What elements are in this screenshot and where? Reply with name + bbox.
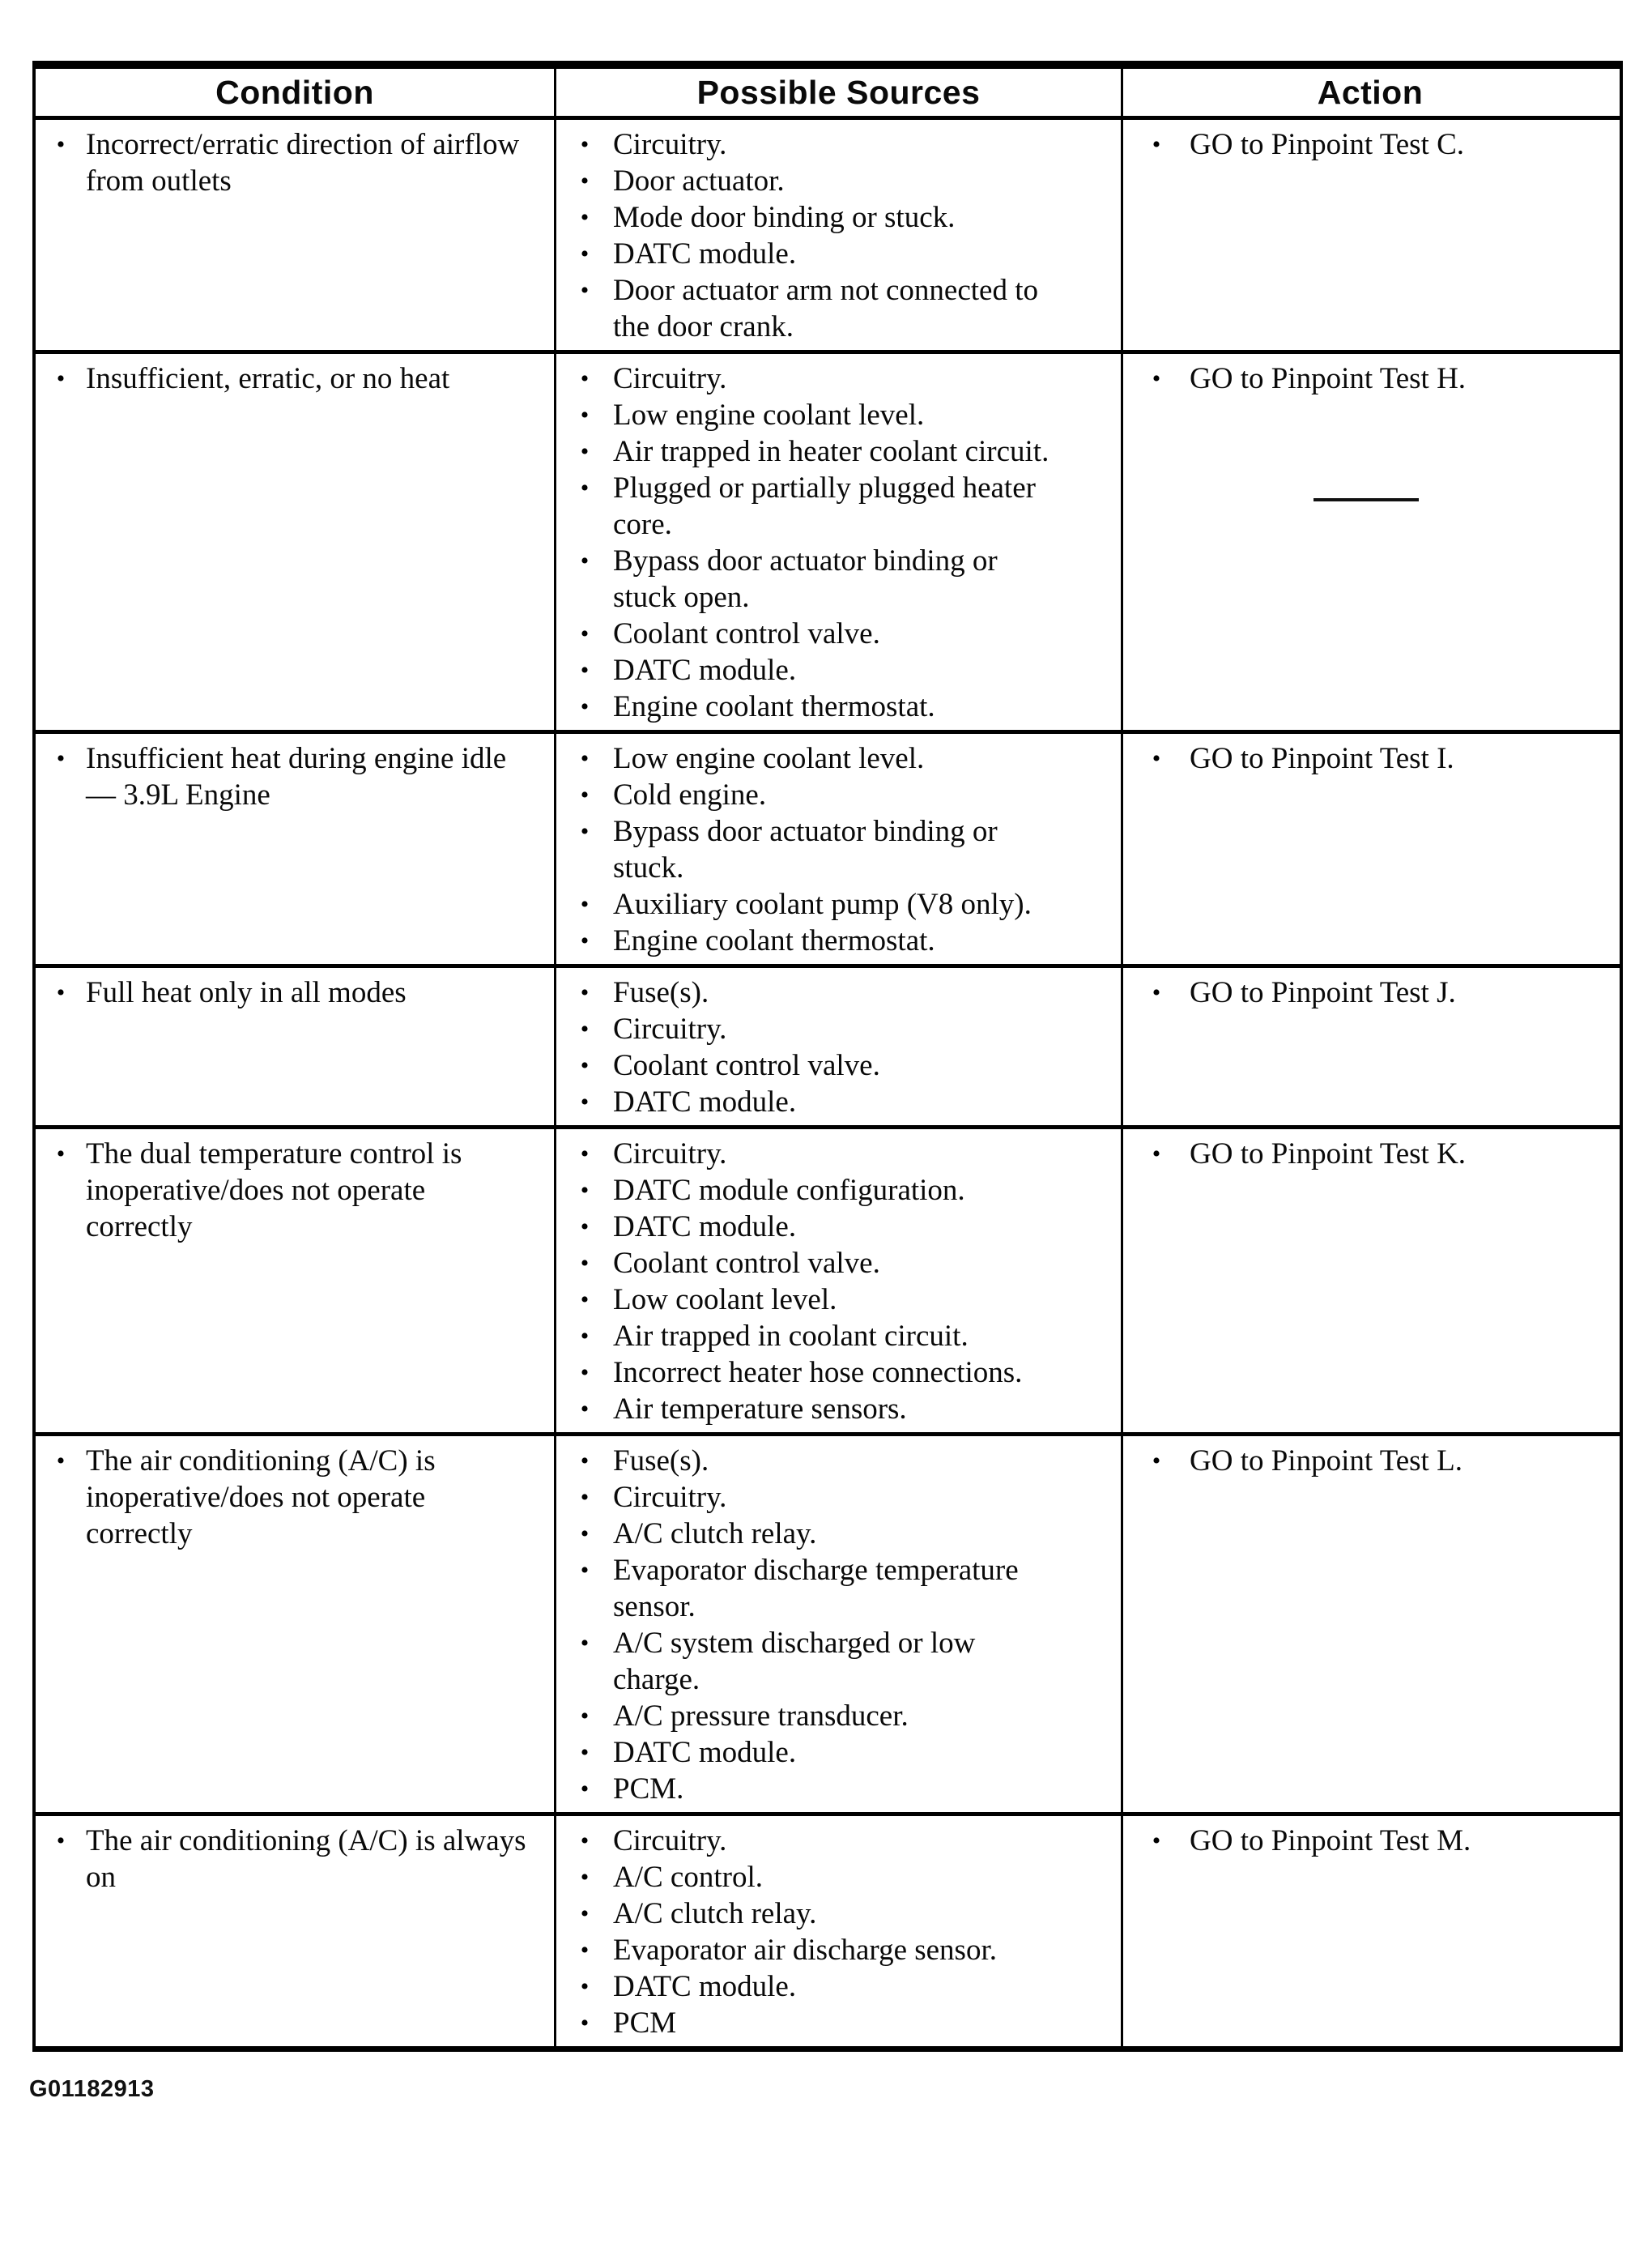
sources-cell (554, 1816, 1121, 2046)
bullet-text: GO to Pinpoint Test C. (1190, 128, 1465, 161)
bullet-text: A/C clutch relay. (613, 1517, 817, 1550)
condition-list (36, 740, 554, 813)
bullet-item (556, 1172, 1121, 1209)
bullet-icon: • (56, 745, 66, 772)
bullet-item (36, 974, 554, 1011)
bullet-item (556, 1318, 1121, 1354)
bullet-item (556, 1734, 1121, 1771)
condition-list (36, 974, 554, 1011)
bullet-icon: • (580, 1973, 590, 2000)
bullet-item (556, 1245, 1121, 1281)
sources-cell (554, 968, 1121, 1125)
scan-artifact-line (1314, 498, 1419, 501)
bullet-icon: • (1152, 1141, 1161, 1167)
bullet-item (556, 1516, 1121, 1552)
bullet-item (556, 974, 1121, 1011)
bullet-item (556, 1084, 1121, 1120)
action-list (1123, 126, 1617, 163)
bullet-text: Door actuator arm not connected to the door crank. (613, 274, 1038, 343)
bullet-icon: • (56, 1141, 66, 1167)
bullet-item (1123, 1823, 1617, 1859)
condition-cell (36, 968, 554, 1125)
bullet-text: The air conditioning (A/C) is inoperative/does not operate correctly (86, 1444, 436, 1550)
scanned-page (0, 61, 1652, 2243)
bullet-icon: • (1152, 979, 1161, 1006)
bullet-item (36, 360, 554, 397)
bullet-text: Mode door binding or stuck. (613, 201, 956, 234)
bullet-item (556, 199, 1121, 236)
bullet-icon: • (1152, 745, 1161, 772)
sources-cell (554, 734, 1121, 964)
bullet-icon: • (580, 1484, 590, 1511)
bullet-item (556, 1354, 1121, 1391)
bullet-item (556, 1281, 1121, 1318)
bullet-text: A/C clutch relay. (613, 1897, 817, 1930)
bullet-text: Auxiliary coolant pump (V8 only). (613, 888, 1032, 921)
bullet-icon: • (580, 1864, 590, 1891)
diagnostic-table (32, 61, 1623, 2052)
sources-list (556, 974, 1121, 1120)
bullet-icon: • (580, 1900, 590, 1927)
bullet-icon: • (580, 1089, 590, 1115)
bullet-text: Door actuator. (613, 164, 785, 198)
bullet-icon: • (580, 1557, 590, 1584)
action-list (1123, 360, 1617, 397)
bullet-text: A/C system discharged or low charge. (613, 1627, 976, 1696)
bullet-icon: • (580, 548, 590, 574)
bullet-icon: • (580, 1177, 590, 1204)
bullet-text: Evaporator discharge temperature sensor. (613, 1554, 1019, 1623)
bullet-icon: • (580, 1937, 590, 1964)
bullet-icon: • (1152, 365, 1161, 392)
bullet-text: Coolant control valve. (613, 617, 880, 650)
bullet-text: GO to Pinpoint Test J. (1190, 976, 1456, 1009)
bullet-icon: • (580, 277, 590, 304)
bullet-item (556, 1968, 1121, 2005)
bullet-text: DATC module configuration. (613, 1174, 965, 1207)
bullet-item (1123, 360, 1617, 397)
condition-list (36, 1823, 554, 1895)
action-list (1123, 974, 1617, 1011)
bullet-icon: • (580, 2010, 590, 2036)
action-cell (1121, 968, 1617, 1125)
bullet-icon: • (580, 1323, 590, 1350)
bullet-item (36, 1823, 554, 1895)
bullet-text: Circuitry. (613, 362, 727, 395)
bullet-item (556, 1625, 1121, 1698)
bullet-item (556, 777, 1121, 813)
bullet-item (556, 1552, 1121, 1625)
bullet-item (36, 1136, 554, 1245)
bullet-item (556, 616, 1121, 652)
condition-list (36, 360, 554, 397)
bullet-item (1123, 1443, 1617, 1479)
bullet-text: Coolant control valve. (613, 1247, 880, 1280)
bullet-item (556, 543, 1121, 616)
table-row (36, 1125, 1620, 1432)
bullet-text: Low coolant level. (613, 1283, 837, 1316)
sources-list (556, 1443, 1121, 1807)
bullet-text: Air temperature sensors. (613, 1392, 907, 1426)
bullet-icon: • (56, 1448, 66, 1474)
bullet-item (556, 689, 1121, 725)
table-row (36, 1432, 1620, 1812)
header-condition: Condition (215, 74, 374, 111)
bullet-item (556, 652, 1121, 689)
bullet-icon: • (580, 745, 590, 772)
bullet-item (556, 1136, 1121, 1172)
condition-cell (36, 354, 554, 730)
condition-cell (36, 1816, 554, 2046)
condition-list (36, 1443, 554, 1552)
bullet-item (36, 126, 554, 199)
bullet-item (556, 163, 1121, 199)
table-body (36, 116, 1620, 2046)
sources-cell (554, 1436, 1121, 1812)
bullet-text: Low engine coolant level. (613, 742, 925, 775)
bullet-icon: • (580, 1286, 590, 1313)
bullet-icon: • (580, 1448, 590, 1474)
bullet-item (556, 1209, 1121, 1245)
bullet-item (556, 433, 1121, 470)
header-action: Action (1121, 69, 1617, 116)
bullet-text: Engine coolant thermostat. (613, 690, 935, 723)
bullet-text: Air trapped in heater coolant circuit. (613, 435, 1050, 468)
bullet-icon: • (580, 1141, 590, 1167)
bullet-icon: • (580, 979, 590, 1006)
action-cell (1121, 1816, 1617, 2046)
bullet-icon: • (56, 979, 66, 1006)
bullet-text: GO to Pinpoint Test I. (1190, 742, 1454, 775)
bullet-text: A/C pressure transducer. (613, 1699, 909, 1733)
bullet-item (556, 813, 1121, 886)
bullet-text: Insufficient heat during engine idle — 3.9L Engine (86, 742, 507, 812)
bullet-text: Incorrect/erratic direction of airflow from outlets (86, 128, 520, 198)
bullet-text: The dual temperature control is inoperative/does not operate correctly (86, 1137, 462, 1243)
bullet-item (556, 1698, 1121, 1734)
bullet-icon: • (580, 1827, 590, 1854)
bullet-icon: • (56, 1827, 66, 1854)
bullet-icon: • (580, 927, 590, 954)
table-row (36, 350, 1620, 730)
bullet-text: GO to Pinpoint Test K. (1190, 1137, 1467, 1171)
bullet-text: Evaporator air discharge sensor. (613, 1934, 997, 1967)
bullet-text: Circuitry. (613, 128, 727, 161)
bullet-text: Circuitry. (613, 1824, 727, 1857)
action-list (1123, 1136, 1617, 1172)
bullet-icon: • (580, 365, 590, 392)
bullet-item (556, 272, 1121, 345)
bullet-item (36, 1443, 554, 1552)
bullet-icon: • (56, 365, 66, 392)
condition-cell (36, 1129, 554, 1432)
action-cell (1121, 120, 1617, 350)
bullet-icon: • (580, 818, 590, 845)
bullet-item (556, 1771, 1121, 1807)
header-possible-sources: Possible Sources (554, 69, 1121, 116)
bullet-item (556, 1823, 1121, 1859)
bullet-icon: • (580, 1703, 590, 1729)
bullet-text: Engine coolant thermostat. (613, 924, 935, 957)
bullet-icon: • (580, 1520, 590, 1547)
sources-list (556, 1823, 1121, 2041)
bullet-item (556, 740, 1121, 777)
bullet-text: GO to Pinpoint Test H. (1190, 362, 1467, 395)
bullet-text: Cold engine. (613, 778, 767, 812)
sources-list (556, 126, 1121, 345)
bullet-icon: • (580, 657, 590, 684)
bullet-item (556, 126, 1121, 163)
bullet-icon: • (580, 438, 590, 465)
table-row (36, 964, 1620, 1125)
bullet-text: A/C control. (613, 1861, 763, 1894)
bullet-icon: • (580, 1776, 590, 1802)
bullet-item (556, 1859, 1121, 1895)
bullet-text: PCM (613, 2006, 677, 2040)
table-row (36, 116, 1620, 350)
bullet-icon: • (580, 475, 590, 501)
bullet-text: Circuitry. (613, 1013, 727, 1046)
condition-list (36, 1136, 554, 1245)
bullet-icon: • (580, 241, 590, 267)
bullet-text: DATC module. (613, 1736, 797, 1769)
condition-cell (36, 1436, 554, 1812)
bullet-icon: • (580, 1739, 590, 1766)
bullet-text: DATC module. (613, 1970, 797, 2003)
bullet-item (1123, 740, 1617, 777)
action-cell (1121, 734, 1617, 964)
bullet-icon: • (580, 1250, 590, 1277)
bullet-text: Plugged or partially plugged heater core. (613, 471, 1036, 541)
bullet-item (36, 740, 554, 813)
bullet-item (556, 1932, 1121, 1968)
table-row (36, 1812, 1620, 2046)
bullet-icon: • (580, 1052, 590, 1079)
bullet-icon: • (580, 782, 590, 808)
bullet-text: Circuitry. (613, 1481, 727, 1514)
bullet-icon: • (580, 168, 590, 194)
bullet-item (1123, 126, 1617, 163)
action-list (1123, 1823, 1617, 1859)
sources-list (556, 360, 1121, 725)
bullet-text: Insufficient, erratic, or no heat (86, 362, 450, 395)
condition-list (36, 126, 554, 199)
bullet-item (556, 360, 1121, 397)
bullet-text: DATC module. (613, 654, 797, 687)
bullet-text: Fuse(s). (613, 976, 709, 1009)
bullet-item (556, 923, 1121, 959)
bullet-icon: • (580, 131, 590, 158)
action-list (1123, 1443, 1617, 1479)
bullet-text: Coolant control valve. (613, 1049, 880, 1082)
bullet-icon: • (1152, 131, 1161, 158)
bullet-icon: • (580, 1359, 590, 1386)
bullet-icon: • (56, 131, 66, 158)
bullet-text: GO to Pinpoint Test L. (1190, 1444, 1463, 1478)
bullet-icon: • (580, 1213, 590, 1240)
action-list (1123, 740, 1617, 777)
sources-list (556, 1136, 1121, 1427)
bullet-icon: • (580, 620, 590, 647)
condition-cell (36, 120, 554, 350)
bullet-text: Bypass door actuator binding or stuck open. (613, 544, 998, 614)
bullet-icon: • (580, 1016, 590, 1043)
table-header-row (36, 69, 1620, 116)
action-cell (1121, 1129, 1617, 1432)
table-row (36, 730, 1620, 964)
bullet-icon: • (1152, 1448, 1161, 1474)
bullet-text: The air conditioning (A/C) is always on (86, 1824, 526, 1894)
bullet-item (556, 470, 1121, 543)
bullet-text: DATC module. (613, 1085, 797, 1119)
bullet-item (556, 397, 1121, 433)
sources-cell (554, 120, 1121, 350)
bullet-item (556, 1047, 1121, 1084)
bullet-icon: • (580, 1630, 590, 1657)
bullet-text: GO to Pinpoint Test M. (1190, 1824, 1471, 1857)
bullet-icon: • (580, 204, 590, 231)
bullet-text: Bypass door actuator binding or stuck. (613, 815, 998, 885)
sources-cell (554, 354, 1121, 730)
bullet-text: Circuitry. (613, 1137, 727, 1171)
bullet-text: Incorrect heater hose connections. (613, 1356, 1023, 1389)
bullet-text: Low engine coolant level. (613, 399, 925, 432)
bullet-item (556, 1479, 1121, 1516)
condition-cell (36, 734, 554, 964)
bullet-item (556, 1011, 1121, 1047)
bullet-text: Air trapped in coolant circuit. (613, 1320, 969, 1353)
bullet-item (556, 1443, 1121, 1479)
figure-id-label: G01182913 (29, 2076, 155, 2102)
bullet-item (1123, 974, 1617, 1011)
bullet-icon: • (580, 891, 590, 918)
bullet-icon: • (580, 693, 590, 720)
bullet-item (556, 1895, 1121, 1932)
bullet-item (556, 886, 1121, 923)
action-cell (1121, 1436, 1617, 1812)
sources-list (556, 740, 1121, 959)
bullet-text: PCM. (613, 1772, 684, 1806)
bullet-item (1123, 1136, 1617, 1172)
bullet-text: Full heat only in all modes (86, 976, 407, 1009)
bullet-text: Fuse(s). (613, 1444, 709, 1478)
bullet-item (556, 1391, 1121, 1427)
action-cell (1121, 354, 1617, 730)
bullet-icon: • (1152, 1827, 1161, 1854)
bullet-text: DATC module. (613, 1210, 797, 1243)
bullet-item (556, 2005, 1121, 2041)
bullet-icon: • (580, 1396, 590, 1422)
bullet-item (556, 236, 1121, 272)
bullet-icon: • (580, 402, 590, 429)
bullet-text: DATC module. (613, 237, 797, 271)
sources-cell (554, 1129, 1121, 1432)
